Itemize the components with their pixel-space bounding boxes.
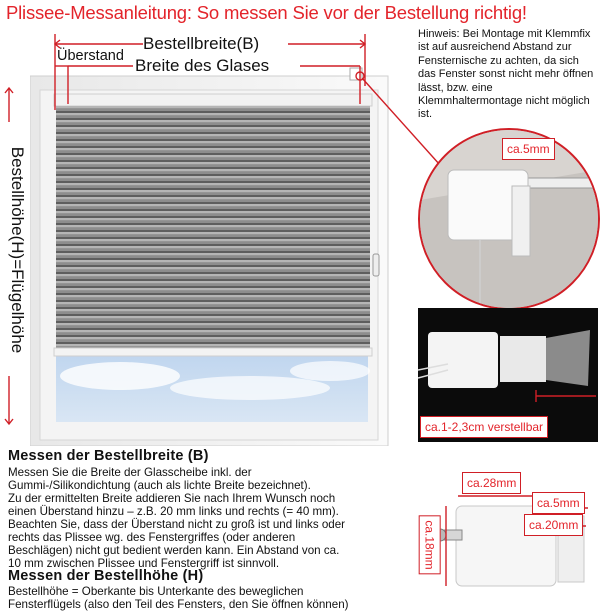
ueberstand-label: Überstand [57, 48, 124, 64]
bestellhoehe-label: Bestellhöhe(H)=Flügelhöhe [8, 146, 27, 354]
hoehe-line: Fensterflügels (also den Teil des Fensters, den Sie öffnen können) [8, 598, 349, 611]
breite-glas-label: Breite des Glases [135, 56, 270, 75]
hoehe-line: Bestellhöhe = Oberkante bis Unterkante des beweglichen [8, 585, 304, 598]
breite-line: Gummi-/Silikondichtung (auch als lichte Breite bezeichnet). [8, 479, 311, 492]
ca5mm-label: ca.5mm [537, 496, 580, 510]
ca20mm-label: ca.20mm [529, 518, 579, 532]
page-title: Plissee-Messanleitung: So messen Sie vor der Bestellung richtig! [6, 2, 527, 23]
breite-line: rechts das Plissee wg. des Fenstergriffes (oder anderen [8, 531, 296, 544]
section-breite-heading: Messen der Bestellbreite (B) [8, 448, 209, 464]
verstellbar-label: ca.1-2,3cm verstellbar [425, 420, 544, 434]
bestellbreite-label: Bestellbreite(B) [143, 34, 260, 53]
ca18mm-label: ca.18mm [422, 520, 437, 570]
verstellbar-box [420, 416, 548, 438]
breite-line: 10 mm zwischen Plissee und Fenstergriff ist sinnvoll. [8, 557, 280, 570]
section-hoehe-heading: Messen der Bestellhöhe (H) [8, 568, 204, 584]
ca28mm-label: ca.28mm [467, 476, 517, 490]
ca5mm-box [532, 492, 585, 514]
breite-line: einen Überstand hinzu – z.B. 20 mm links und rechts (= 40 mm). [8, 505, 339, 518]
ca5mm-top-label: ca.5mm [507, 142, 550, 156]
breite-line: Zu der ermittelten Breite addieren Sie nach Ihrem Wunsch noch [8, 492, 336, 505]
breite-line: Beachten Sie, dass der Überstand nicht zu groß ist und links oder [8, 518, 346, 531]
ca28mm-box [462, 472, 521, 494]
hinweis-note: Hinweis: Bei Montage mit Klemmfix ist auf ausreichend Abstand zur Fensternische zu achten, da sich das Fenster sonst nicht mehr öffnen lässt, bzw. eine Klemmhaltermontage nicht möglich ist. [418, 28, 594, 121]
section-breite-text [8, 466, 414, 570]
ca18mm-box [419, 515, 441, 574]
section-hoehe-text [8, 585, 414, 611]
breite-line: Beschlägen) nicht gut bedient werden kann. Ein Abstand von ca. [8, 544, 340, 557]
ca20mm-box [524, 514, 583, 536]
ca5mm-top-box [502, 138, 555, 160]
breite-line: Messen Sie die Breite der Glasscheibe inkl. der [8, 466, 252, 479]
